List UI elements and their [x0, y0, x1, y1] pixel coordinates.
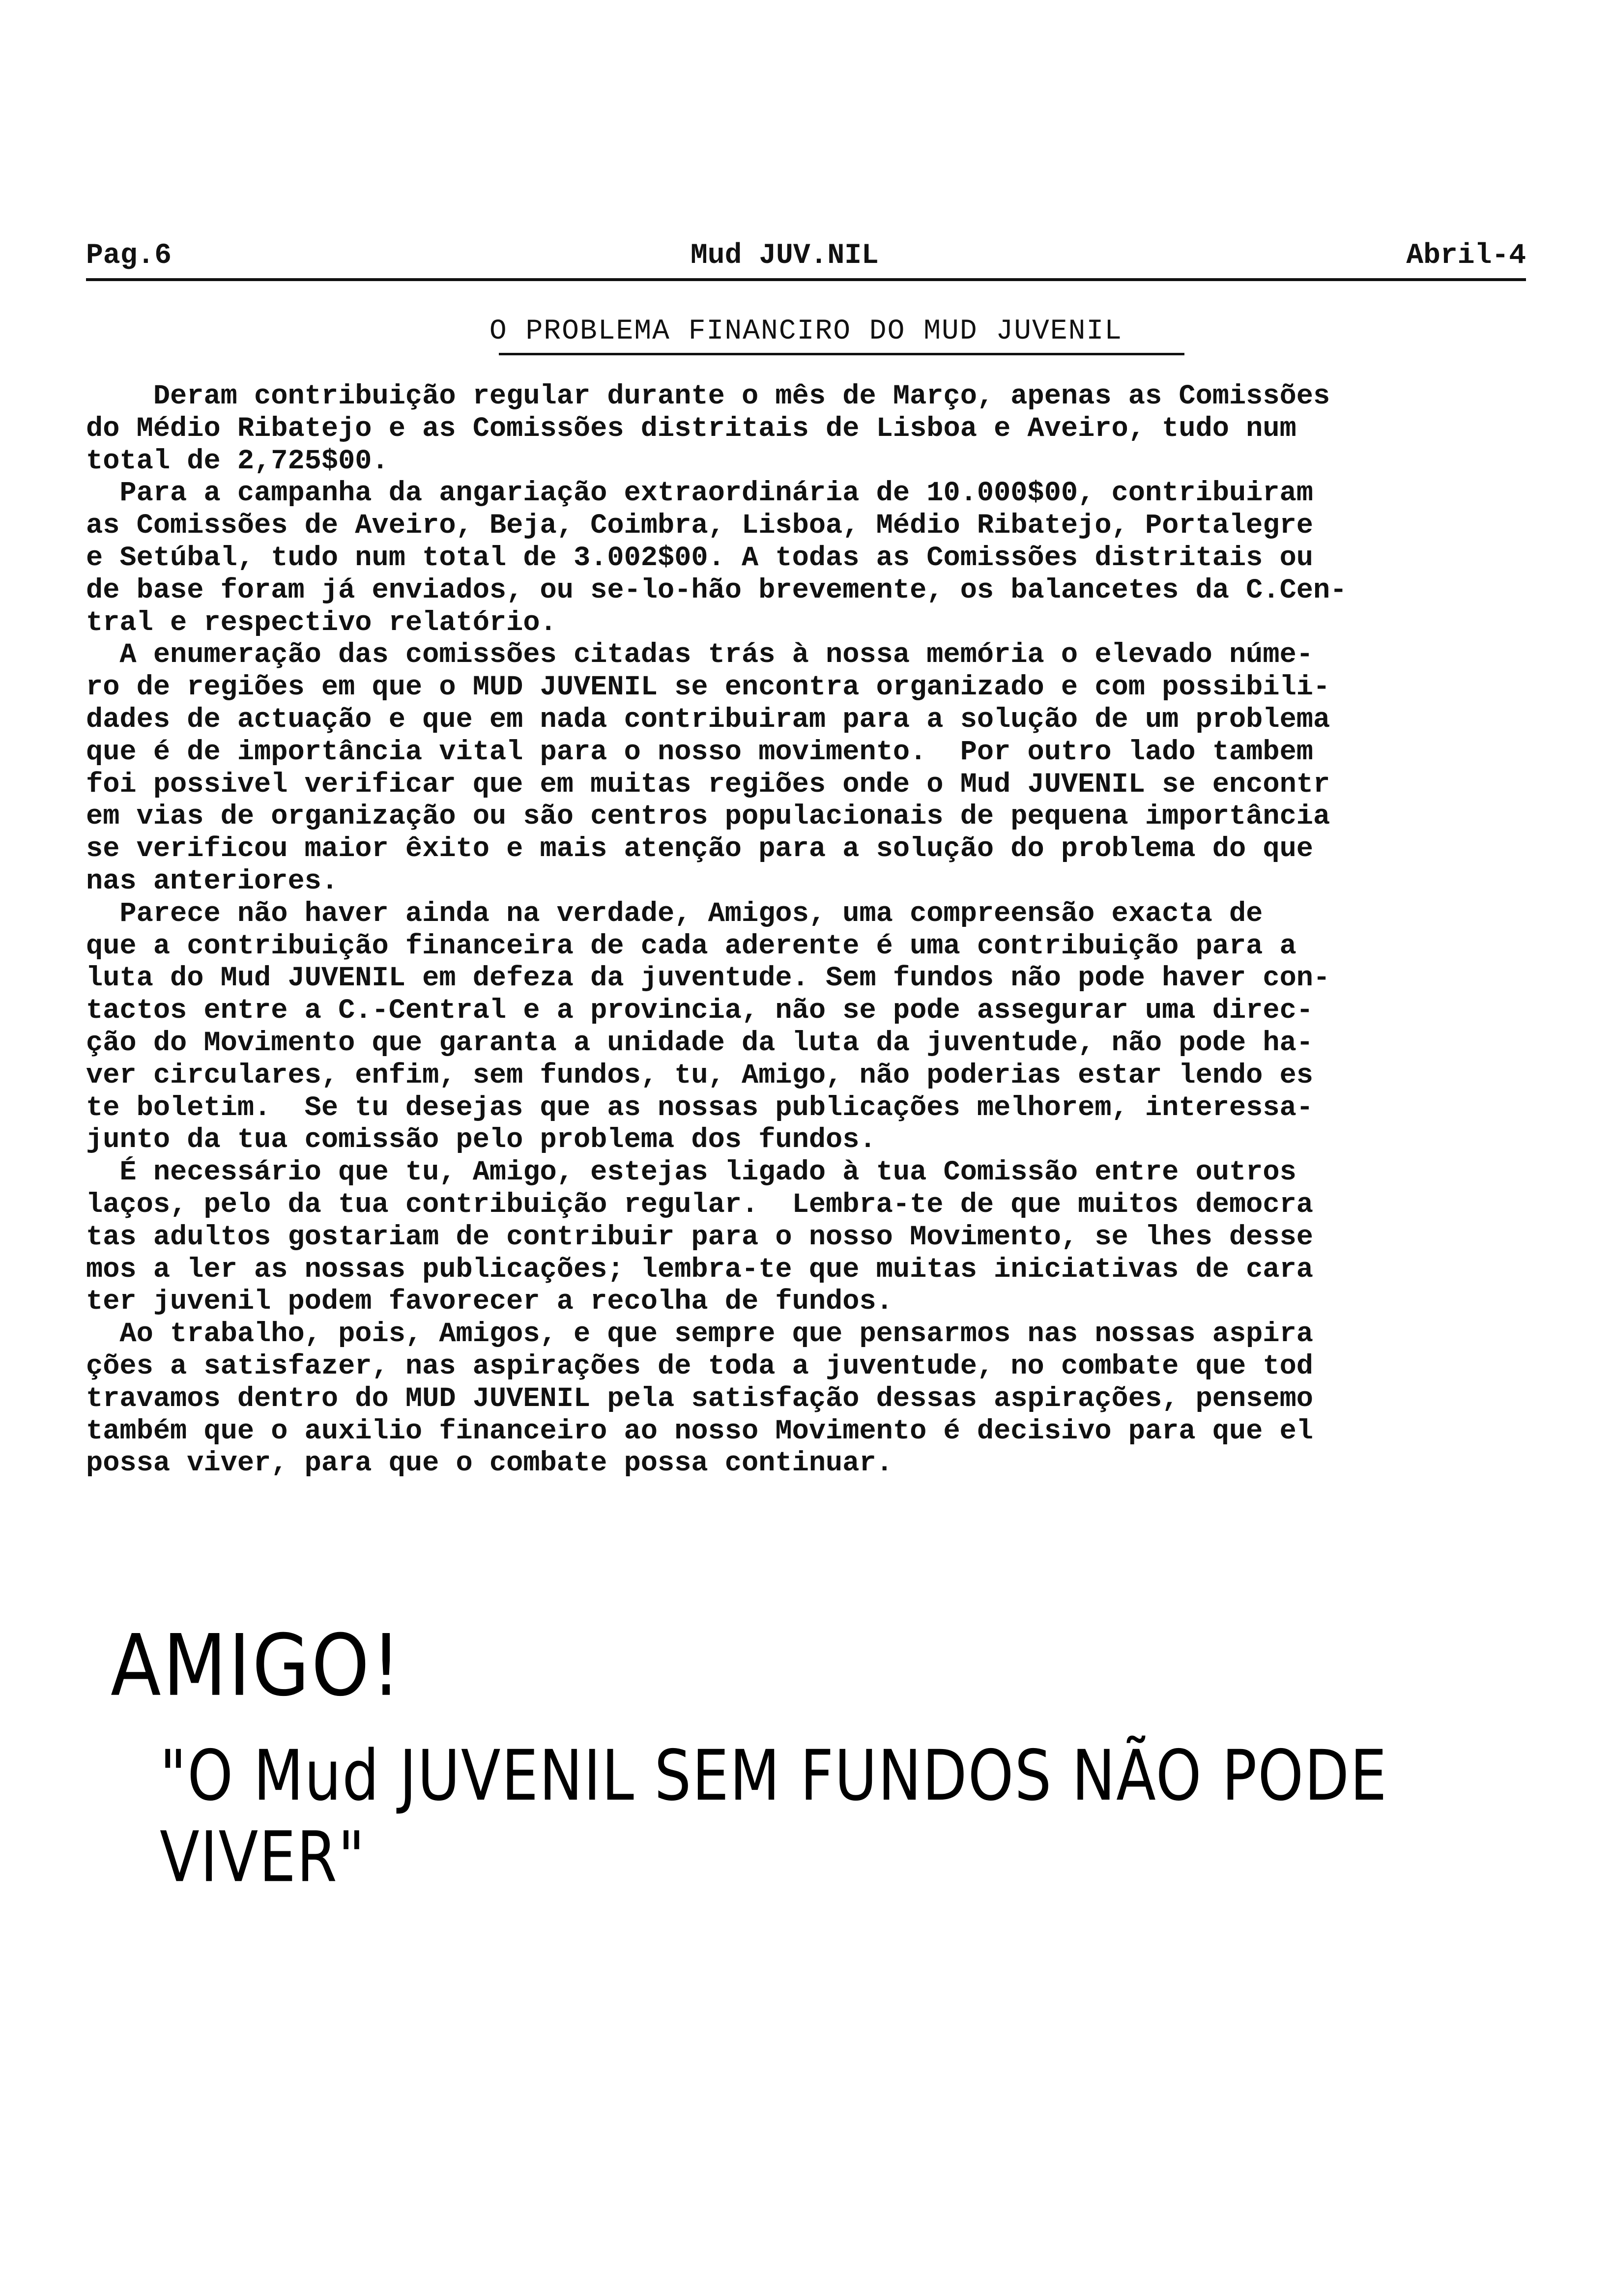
- text-line: se verificou maior êxito e mais atenção para a solução do problema do que: [86, 833, 1314, 865]
- text-line: ções a satisfazer, nas aspirações de toda a juventude, no combate que tod: [86, 1350, 1314, 1382]
- text-line: as Comissões de Aveiro, Beja, Coimbra, Lisboa, Médio Ribatejo, Portalegre: [86, 510, 1314, 542]
- text-line: ro de regiões em que o MUD JUVENIL se encontra organizado e com possibili-: [86, 672, 1330, 704]
- handwritten-exclamation: AMIGO!: [111, 1617, 403, 1716]
- text-line: em vias de organização ou são centros populacionais de pequena importância: [86, 801, 1330, 833]
- issue-date: Abril-4: [1406, 240, 1526, 272]
- text-line: ter juvenil podem favorecer a recolha de fundos.: [86, 1286, 893, 1318]
- text-line: tas adultos gostariam de contribuir para o nosso Movimento, se lhes desse: [86, 1221, 1314, 1253]
- text-line: também que o auxilio financeiro ao nosso Movimento é decisivo para que el: [86, 1415, 1314, 1447]
- publication-name: Mud JUV.NIL: [691, 240, 879, 272]
- text-line: Deram contribuição regular durante o mês de Março, apenas as Comissões: [86, 381, 1330, 412]
- text-line: total de 2,725$00.: [86, 445, 389, 477]
- page-header: [86, 239, 1526, 273]
- text-line: do Médio Ribatejo e as Comissões distritais de Lisboa e Aveiro, tudo num: [86, 413, 1296, 445]
- handwritten-slogan: "O Mud JUVENIL SEM FUNDOS NÃO PODE VIVER": [160, 1735, 1388, 1898]
- text-line: Para a campanha da angariação extraordinária de 10.000$00, contribuiram: [86, 478, 1314, 510]
- text-line: que é de importância vital para o nosso movimento. Por outro lado tambem: [86, 736, 1314, 768]
- header-divider: [86, 278, 1526, 281]
- article-body: [86, 381, 1546, 1480]
- text-line: travamos dentro do MUD JUVENIL pela satisfação dessas aspirações, pensemo: [86, 1383, 1314, 1415]
- text-line: É necessário que tu, Amigo, estejas ligado à tua Comissão entre outros: [86, 1157, 1296, 1189]
- title-underline: [499, 353, 1184, 355]
- text-line: luta do Mud JUVENIL em defeza da juventude. Sem fundos não pode haver con-: [86, 963, 1330, 995]
- text-line: Parece não haver ainda na verdade, Amigos, uma compreensão exacta de: [86, 898, 1263, 930]
- text-line: e Setúbal, tudo num total de 3.002$00. A todas as Comissões distritais ou: [86, 542, 1314, 574]
- text-line: que a contribuição financeira de cada aderente é uma contribuição para a: [86, 930, 1296, 962]
- text-line: junto da tua comissão pelo problema dos fundos.: [86, 1124, 876, 1156]
- page-number: Pag.6: [86, 240, 172, 272]
- text-line: te boletim. Se tu desejas que as nossas publicações melhorem, interessa-: [86, 1092, 1314, 1124]
- text-line: ver circulares, enfim, sem fundos, tu, Amigo, não poderias estar lendo es: [86, 1060, 1314, 1091]
- text-line: tactos entre a C.-Central e a provincia, não se pode assegurar uma direc-: [86, 995, 1314, 1027]
- text-line: mos a ler as nossas publicações; lembra-te que muitas iniciativas de cara: [86, 1254, 1314, 1286]
- text-line: ção do Movimento que garanta a unidade da luta da juventude, não pode ha-: [86, 1027, 1314, 1059]
- text-line: nas anteriores.: [86, 865, 339, 897]
- text-line: tral e respectivo relatório.: [86, 607, 557, 639]
- text-line: A enumeração das comissões citadas trás à nossa memória o elevado núme-: [86, 639, 1314, 671]
- text-line: possa viver, para que o combate possa continuar.: [86, 1448, 893, 1480]
- text-line: laços, pelo da tua contribuição regular. Lembra-te de que muitos democra: [86, 1189, 1314, 1221]
- text-line: de base foram já enviados, ou se-lo-hão brevemente, os balancetes da C.Cen-: [86, 574, 1347, 606]
- article-title: O PROBLEMA FINANCIRO DO MUD JUVENIL: [489, 316, 1123, 347]
- text-line: foi possivel verificar que em muitas regiões onde o Mud JUVENIL se encontr: [86, 769, 1330, 801]
- text-line: Ao trabalho, pois, Amigos, e que sempre que pensarmos nas nossas aspira: [86, 1319, 1314, 1350]
- text-line: dades de actuação e que em nada contribuiram para a solução de um problema: [86, 704, 1330, 736]
